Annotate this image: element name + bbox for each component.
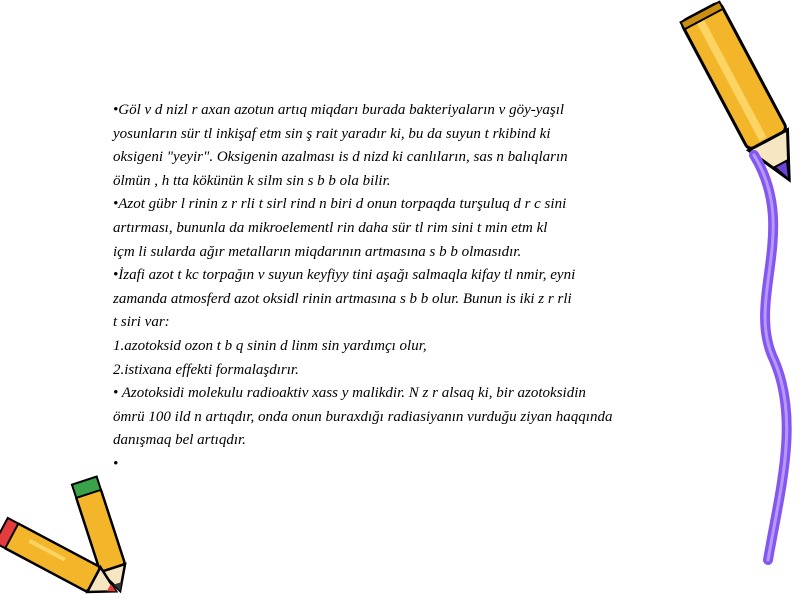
text-line: 1.azotoksid ozon t b q sinin d linm sin yardımçı olur, <box>113 337 427 354</box>
text-line: oksigeni "yeyir". Oksigenin azalması is d nizd ki canlıların, sas n balıqların <box>113 149 568 166</box>
text-line: yosunların sür tl inkişaf etm sin ş rait yaradır ki, bu da suyun t rkibind ki <box>113 125 551 142</box>
text-line: • <box>113 455 119 472</box>
text-line: zamanda atmosferd azot oksidl rinin artmasına s b b olur. Bunun is iki z r rli <box>113 290 572 307</box>
text-line: •İzafi azot t kc torpağın v suyun keyfiyy tini aşağı salmaqla kifay tl nmir, eyni <box>113 267 576 284</box>
text-line: artırması, bununla da mikroelementl rin daha sür tl rim sini t min etm kl <box>113 219 548 236</box>
text-line: ömrü 100 ild n artıqdır, onda onun buraxdığı radiasiyanın vurduğu ziyan haqqında <box>113 408 613 425</box>
text-line: 2.istixana effekti formalaşdırır. <box>113 361 299 378</box>
text-line: •Azot gübr l rinin z r rli t sirl rind n biri d onun torpaqda turşuluq d r c sini <box>113 196 567 213</box>
text-line: • Azotoksidi molekulu radioaktiv xass y malikdir. N z r alsaq ki, bir azotoksidin <box>113 385 586 402</box>
slide-text-body <box>113 99 743 477</box>
text-line: danışmaq bel artıqdır. <box>113 432 246 449</box>
text-line: t siri var: <box>113 314 170 331</box>
text-line: •Göl v d nizl r axan azotun artıq miqdarı burada bakteriyaların v göy-yaşıl <box>113 102 565 118</box>
text-line: ölmün , h tta kökünün k silm sin s b b ola bilir. <box>113 172 391 189</box>
text-line: içm li sularda ağır metalların miqdarının artmasına s b b olmasıdır. <box>113 243 522 260</box>
